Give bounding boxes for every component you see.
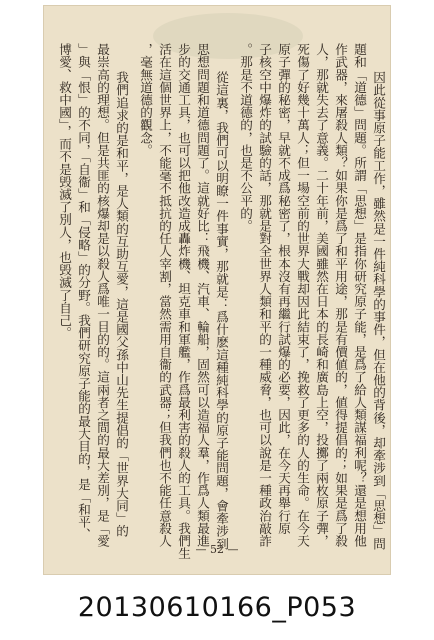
text-column: 博愛、救中國」，而不是毁滅了別人，也毁滅了自己。: [57, 43, 72, 340]
text-column: 題和「道德」問題。所謂「思想」是指你研究原子能，是爲了給人類謀福利呢？還是想用他: [352, 43, 367, 547]
text-column: 我們追求的是和平，是人類的互助互愛，這是國父孫中山先生提倡的「世界大同」的: [114, 71, 129, 538]
text-column: 。那是不道德的，也是不公平的。: [238, 43, 253, 232]
text-column: 人，那就失去了意義。二十年前，美國雖然在日本的長崎和廣島上空，投擲了兩枚原子彈，: [314, 43, 329, 547]
text-column: 原子彈的秘密，早就不成爲秘密了，根本沒有再繼行試爆的必要，因此，在今天再舉行原: [276, 43, 291, 535]
text-column: 子核空中爆炸的試驗的話，那就是對全世界人類和平的一種威脅，也可以說是一種政治敲詐: [257, 43, 272, 547]
document-page: [43, 5, 391, 575]
image-caption: 20130610166_P053: [77, 592, 357, 623]
text-column: 因此從事原子能工作，雖然是一件純科學的事件，但在他的背後，却牽涉到「思想」問: [371, 71, 386, 550]
text-column: 」與「恨」的不同，「自衞」和「侵略」的分野。我們研究原子能的最大目的，是「和平、: [76, 43, 91, 541]
page-number: — 52 —: [195, 543, 239, 556]
text-column: 步的交通工具，也可以把他改造成轟炸機、坦克車和軍艦，作爲最利害的殺人的工具。我們生: [176, 43, 191, 560]
text-column: 作武器，來屠殺人類？如果你是爲了和平用途，那是有價値的，値得提倡的；如果是爲了殺: [333, 43, 348, 547]
text-column: 從這裏，我們可以明瞭一件事實，那就是：爲什麽這種純科學的原子能問題，會牽涉到: [214, 71, 229, 550]
text-column: 最崇高的理想。但是共匪的核爆却是以殺人爲唯一目的的。這兩者之間的最大差別，是「愛: [95, 43, 110, 547]
text-column: 活在這個世界上，不能毫不抵抗的任人宰割，當然需用自衞的武器；但我們也不能任意殺人: [157, 43, 172, 547]
text-column: 死傷了好幾十萬人；但一場空前的世界大戰却因此結束了，挽救了更多的人的生命。在今天: [295, 43, 310, 547]
text-column: 思想問題和道德問題了。這就好比：飛機、汽車、輪船，固然可以造福人羣，作爲人類最進: [195, 43, 210, 547]
text-column: ，毫無道德的觀念。: [138, 43, 153, 157]
